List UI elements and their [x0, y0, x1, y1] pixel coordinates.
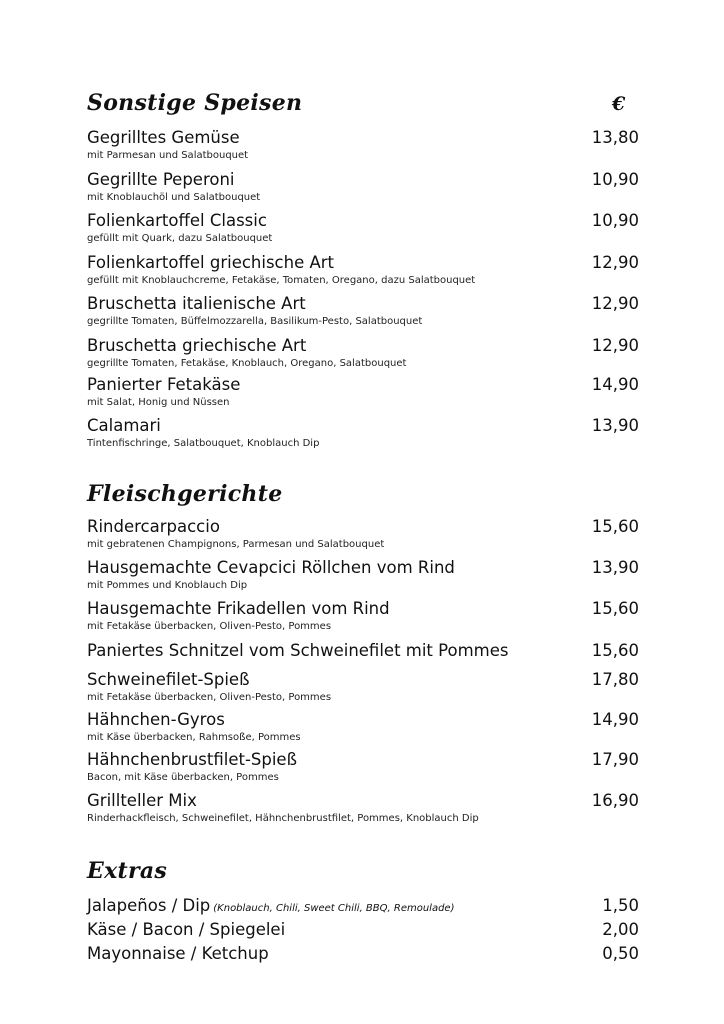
item-price: 12,90: [591, 294, 639, 313]
item-price: 0,50: [602, 944, 639, 963]
item-price: 15,60: [591, 599, 639, 618]
item-name: Mayonnaise / Ketchup: [87, 944, 269, 963]
item-price: 17,90: [591, 750, 639, 769]
item-name: Hähnchen-Gyros: [87, 710, 225, 729]
menu-item: [87, 253, 639, 287]
item-price: 15,60: [591, 517, 639, 536]
item-description: Tintenfischringe, Salatbouquet, Knoblauch Dip: [87, 438, 320, 449]
item-price: 14,90: [591, 710, 639, 729]
item-price: 17,80: [591, 670, 639, 689]
item-description: mit Pommes und Knoblauch Dip: [87, 580, 248, 591]
menu-item: [87, 170, 639, 204]
menu-item: [87, 599, 639, 633]
item-name: Hausgemachte Cevapcici Röllchen vom Rind: [87, 558, 455, 577]
menu-item: [87, 710, 639, 744]
item-price: 10,90: [591, 211, 639, 230]
item-price: 13,90: [591, 558, 639, 577]
menu-item: [87, 375, 639, 409]
item-price: 1,50: [602, 896, 639, 915]
menu-item: [87, 558, 639, 592]
item-name: Folienkartoffel griechische Art: [87, 253, 335, 272]
item-description: gegrillte Tomaten, Büffelmozzarella, Basilikum-Pesto, Salatbouquet: [87, 316, 423, 327]
item-name: Rindercarpaccio: [87, 517, 220, 536]
section-title-extras: Extras: [87, 858, 168, 884]
item-description: gegrillte Tomaten, Fetakäse, Knoblauch, Oregano, Salatbouquet: [87, 358, 407, 369]
item-name: Hähnchenbrustfilet-Spieß: [87, 750, 297, 769]
menu-item: [87, 336, 639, 370]
currency-symbol: €: [612, 93, 626, 115]
item-price: 12,90: [591, 253, 639, 272]
item-description: mit Salat, Honig und Nüssen: [87, 397, 230, 408]
item-name: Käse / Bacon / Spiegelei: [87, 920, 286, 939]
item-name: Gegrillte Peperoni: [87, 170, 235, 189]
item-description: mit gebratenen Champignons, Parmesan und Salatbouquet: [87, 539, 385, 550]
item-note: (Knoblauch, Chili, Sweet Chili, BBQ, Remoulade): [213, 903, 455, 914]
menu-item: [87, 750, 639, 784]
menu-item: [87, 641, 639, 661]
extra-item: [87, 896, 639, 919]
item-price: 16,90: [591, 791, 639, 810]
item-name: Bruschetta italienische Art: [87, 294, 306, 313]
item-name: Jalapeños / Dip: [87, 896, 211, 915]
menu-item: [87, 670, 639, 704]
item-name: Schweinefilet-Spieß: [87, 670, 250, 689]
item-price: 2,00: [602, 920, 639, 939]
item-description: gefüllt mit Quark, dazu Salatbouquet: [87, 233, 273, 244]
item-price: 15,60: [591, 641, 639, 660]
item-name: Paniertes Schnitzel vom Schweinefilet mit Pommes: [87, 641, 509, 660]
item-price: 10,90: [591, 170, 639, 189]
menu-item: [87, 211, 639, 245]
item-name: Calamari: [87, 416, 161, 435]
item-name: Gegrilltes Gemüse: [87, 128, 240, 147]
item-description: mit Fetakäse überbacken, Oliven-Pesto, Pommes: [87, 621, 332, 632]
item-name: Grillteller Mix: [87, 791, 197, 810]
item-description: mit Knoblauchöl und Salatbouquet: [87, 192, 261, 203]
item-price: 13,80: [591, 128, 639, 147]
item-price: 12,90: [591, 336, 639, 355]
item-description: mit Fetakäse überbacken, Oliven-Pesto, Pommes: [87, 692, 332, 703]
menu-item: [87, 517, 639, 551]
item-name: Panierter Fetakäse: [87, 375, 241, 394]
item-description: mit Käse überbacken, Rahmsoße, Pommes: [87, 732, 301, 743]
menu-item: [87, 294, 639, 328]
item-price: 14,90: [591, 375, 639, 394]
item-price: 13,90: [591, 416, 639, 435]
extra-item: [87, 920, 639, 940]
item-description: Bacon, mit Käse überbacken, Pommes: [87, 772, 279, 783]
item-name: Folienkartoffel Classic: [87, 211, 267, 230]
item-description: mit Parmesan und Salatbouquet: [87, 150, 249, 161]
item-name: Bruschetta griechische Art: [87, 336, 307, 355]
item-description: gefüllt mit Knoblauchcreme, Fetakäse, Tomaten, Oregano, dazu Salatbouquet: [87, 275, 476, 286]
menu-item: [87, 791, 639, 825]
item-name: Hausgemachte Frikadellen vom Rind: [87, 599, 390, 618]
section-title-sonstige: Sonstige Speisen: [87, 90, 303, 116]
section-title-fleisch: Fleischgerichte: [87, 481, 283, 507]
menu-item: [87, 128, 639, 162]
extra-item: [87, 944, 639, 964]
item-description: Rinderhackfleisch, Schweinefilet, Hähnchenbrustfilet, Pommes, Knoblauch Dip: [87, 813, 479, 824]
menu-item: [87, 416, 639, 450]
